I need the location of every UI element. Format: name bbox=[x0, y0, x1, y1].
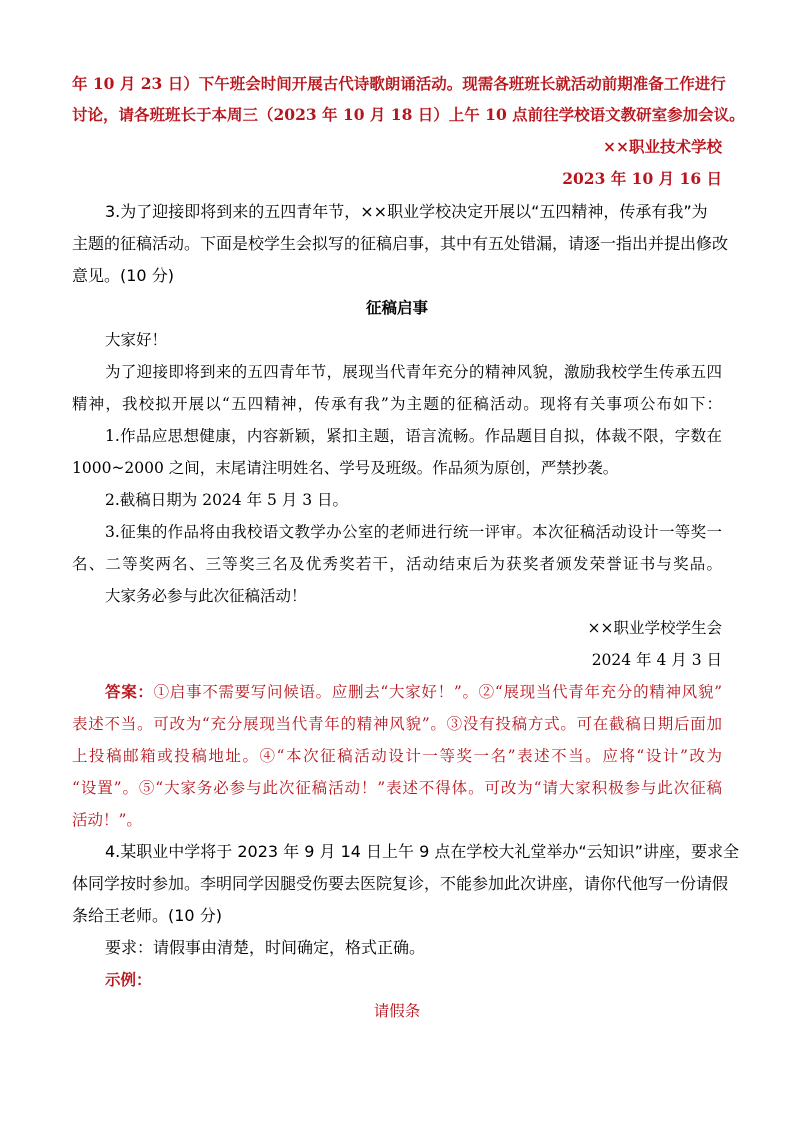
example-label: 示例： bbox=[105, 970, 152, 989]
question-4-line-1: 4.某职业中学将于 2023 年 9 月 14 日上午 9 点在学校大礼堂举办“云知识”讲座，要求全 bbox=[105, 842, 739, 861]
notice-date: 2024 年 4 月 3 日 bbox=[591, 651, 722, 669]
notice-paragraph-line-2: 精神，我校拟开展以“五四精神，传承有我”为主题的征稿活动。现将有关事项公布如下： bbox=[72, 395, 722, 413]
prev-notice-line-2: 讨论，请各班班长于本周三（2023 年 10 月 18 日）上午 10 点前往学校语文教研室参加会议。 bbox=[72, 105, 745, 124]
notice-item-1-line-1: 1.作品应思想健康，内容新颖，紧扣主题，语言流畅。作品题目自拟，体裁不限，字数在 bbox=[105, 427, 722, 445]
notice-signature: ××职业学校学生会 bbox=[587, 619, 722, 637]
notice-item-3-line-1: 3.征集的作品将由我校语文教学办公室的老师进行统一评审。本次征稿活动设计一等奖一 bbox=[105, 523, 722, 541]
notice-item-2: 2.截稿日期为 2024 年 5 月 3 日。 bbox=[105, 491, 349, 509]
question-3-line-1: 3.为了迎接即将到来的五四青年节，××职业学校决定开展以“五四精神，传承有我”为 bbox=[105, 202, 708, 221]
notice-title: 征稿启事 bbox=[365, 298, 428, 317]
notice-item-1-line-2: 1000~2000 之间，末尾请注明姓名、学号及班级。作品须为原创，严禁抄袭。 bbox=[72, 459, 619, 477]
notice-paragraph-line-1: 为了迎接即将到来的五四青年节，展现当代青年充分的精神风貌，激励我校学生传承五四 bbox=[105, 363, 722, 381]
answer-label: 答案： bbox=[105, 682, 154, 701]
answer-line-1 bbox=[105, 682, 722, 702]
prev-notice-date: 2023 年 10 月 16 日 bbox=[562, 169, 722, 188]
notice-closing: 大家务必参与此次征稿活动！ bbox=[105, 587, 307, 605]
question-4-line-3: 条给王老师。(10 分) bbox=[72, 906, 222, 925]
answer-line-5: 活动！”。 bbox=[72, 811, 142, 829]
question-3-line-3: 意见。(10 分) bbox=[72, 266, 174, 285]
answer-line-2: 表述不当。可改为“充分展现当代青年的精神风貌”。③没有投稿方式。可在截稿日期后面加 bbox=[72, 715, 722, 733]
question-3-line-2: 主题的征稿活动。下面是校学生会拟写的征稿启事，其中有五处错漏，请逐一指出并提出修改 bbox=[72, 234, 729, 253]
notice-item-3-line-2: 名、二等奖两名、三等奖三名及优秀奖若干，活动结束后为获奖者颁发荣誉证书与奖品。 bbox=[72, 555, 722, 573]
answer-text-1: ①启事不需要写问候语。应删去“大家好！”。②“展现当代青年充分的精神风貌” bbox=[153, 683, 722, 701]
prev-notice-signature: ××职业技术学校 bbox=[603, 137, 722, 156]
prev-notice-line-1: 年 10 月 23 日）下午班会时间开展古代诗歌朗诵活动。现需各班班长就活动前期准备工作进行 bbox=[72, 74, 726, 93]
notice-greeting: 大家好！ bbox=[105, 331, 168, 349]
question-4-line-2: 体同学按时参加。李明同学因腿受伤要去医院复诊，不能参加此次讲座，请你代他写一份请假 bbox=[72, 874, 729, 893]
answer-line-3: 上投稿邮箱或投稿地址。④“本次征稿活动设计一等奖一名”表述不当。应将“设计”改为 bbox=[72, 747, 722, 765]
question-4-requirement: 要求：请假事由清楚，时间确定，格式正确。 bbox=[105, 938, 426, 957]
answer-line-4: “设置”。⑤“大家务必参与此次征稿活动！”表述不得体。可改为“请大家积极参与此次征稿 bbox=[72, 779, 722, 797]
example-title: 请假条 bbox=[373, 1002, 421, 1020]
